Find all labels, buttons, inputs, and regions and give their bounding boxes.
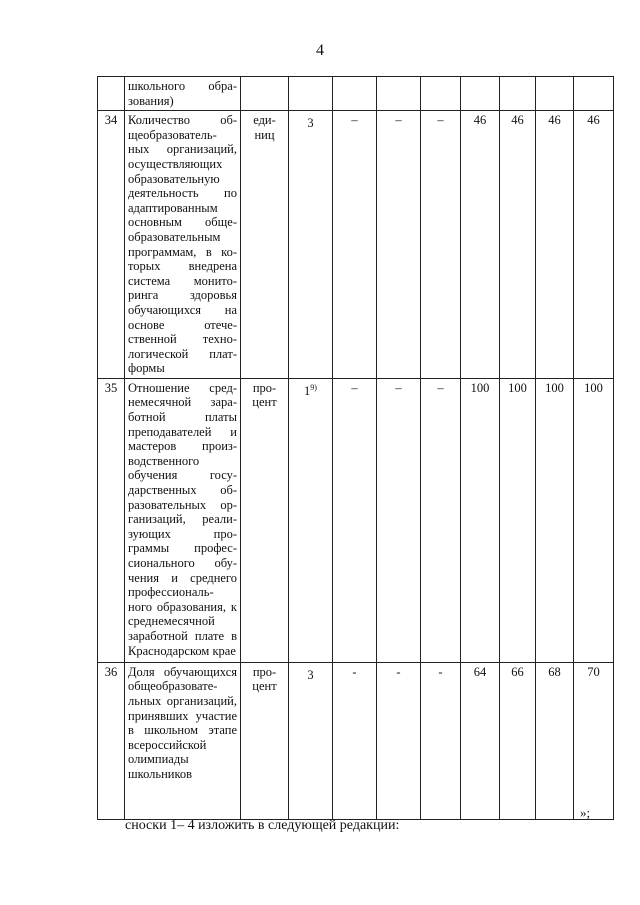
value-cell: – (377, 378, 421, 662)
value-cell: - (377, 662, 421, 819)
value-cell: 46 (574, 111, 614, 379)
indicator-name-cell: Доля обучающихся общеобразовате-льных организаций, принявших участие в школьном этапе всероссийской олимпиады школьников (125, 662, 241, 819)
value-cell (377, 77, 421, 111)
value-cell: 100 (536, 378, 574, 662)
indicator-name-cell: Отношение сред-немесячной зара-ботной платы преподавателей и мастеров произ-водственного обучения госу-дарственных об-разовательных ор-ганизаций, реали-зующих про-граммы профес-сионального обу-чения и среднего профессиональ-ного образования, к среднемесячной заработной плате в Краснодарском крае (125, 378, 241, 662)
value-cell (574, 77, 614, 111)
indicator-name-cell: Количество об-щеобразователь-ных организаций, осуществляющих образовательную деятельность по адаптированным основным обще-образовательным программам, в ко-торых внедрена система монито-ринга здоровья обучающихся на основе отече-ственной техно-логической плат-формы (125, 111, 241, 379)
value-cell: 100 (500, 378, 536, 662)
base-value: 3 (307, 116, 314, 131)
value-cell: – (333, 378, 377, 662)
base-value: 3 (307, 668, 314, 683)
value-cell: 64 (461, 662, 500, 819)
unit-cell: про-цент (241, 662, 289, 819)
value-cell (421, 77, 461, 111)
value-cell (536, 77, 574, 111)
base-value-cell (289, 378, 333, 662)
indicator-name-cell: школьного обра-зования) (125, 77, 241, 111)
table-row (98, 77, 614, 111)
page-number: 4 (316, 42, 324, 59)
value-cell: 66 (500, 662, 536, 819)
base-value-cell (289, 111, 333, 379)
value-cell: 70 (574, 662, 614, 819)
value-cell (500, 77, 536, 111)
base-value-footnote: 9) (310, 382, 317, 392)
value-cell (333, 77, 377, 111)
closing-quote: »; (580, 805, 591, 820)
unit-cell (241, 77, 289, 111)
value-cell: 100 (574, 378, 614, 662)
value-cell: – (333, 111, 377, 379)
value-cell: 46 (461, 111, 500, 379)
table-row (98, 378, 614, 662)
row-number-cell (98, 77, 125, 111)
value-cell: 46 (536, 111, 574, 379)
footnote-instruction: сноски 1– 4 изложить в следующей редакции: (125, 818, 400, 833)
unit-cell: про-цент (241, 378, 289, 662)
row-number-cell: 36 (98, 662, 125, 819)
value-cell: 100 (461, 378, 500, 662)
row-number-cell: 34 (98, 111, 125, 379)
indicators-table (97, 76, 614, 820)
table-row (98, 662, 614, 819)
value-cell: 46 (500, 111, 536, 379)
unit-cell: еди-ниц (241, 111, 289, 379)
value-cell: - (333, 662, 377, 819)
value-cell: – (421, 111, 461, 379)
row-number-cell: 35 (98, 378, 125, 662)
base-value-cell (289, 662, 333, 819)
value-cell (461, 77, 500, 111)
base-value: 1 (304, 384, 311, 399)
value-cell: – (421, 378, 461, 662)
value-cell: – (377, 111, 421, 379)
table-row (98, 111, 614, 379)
value-cell: 68 (536, 662, 574, 819)
value-cell (289, 77, 333, 111)
value-cell: - (421, 662, 461, 819)
